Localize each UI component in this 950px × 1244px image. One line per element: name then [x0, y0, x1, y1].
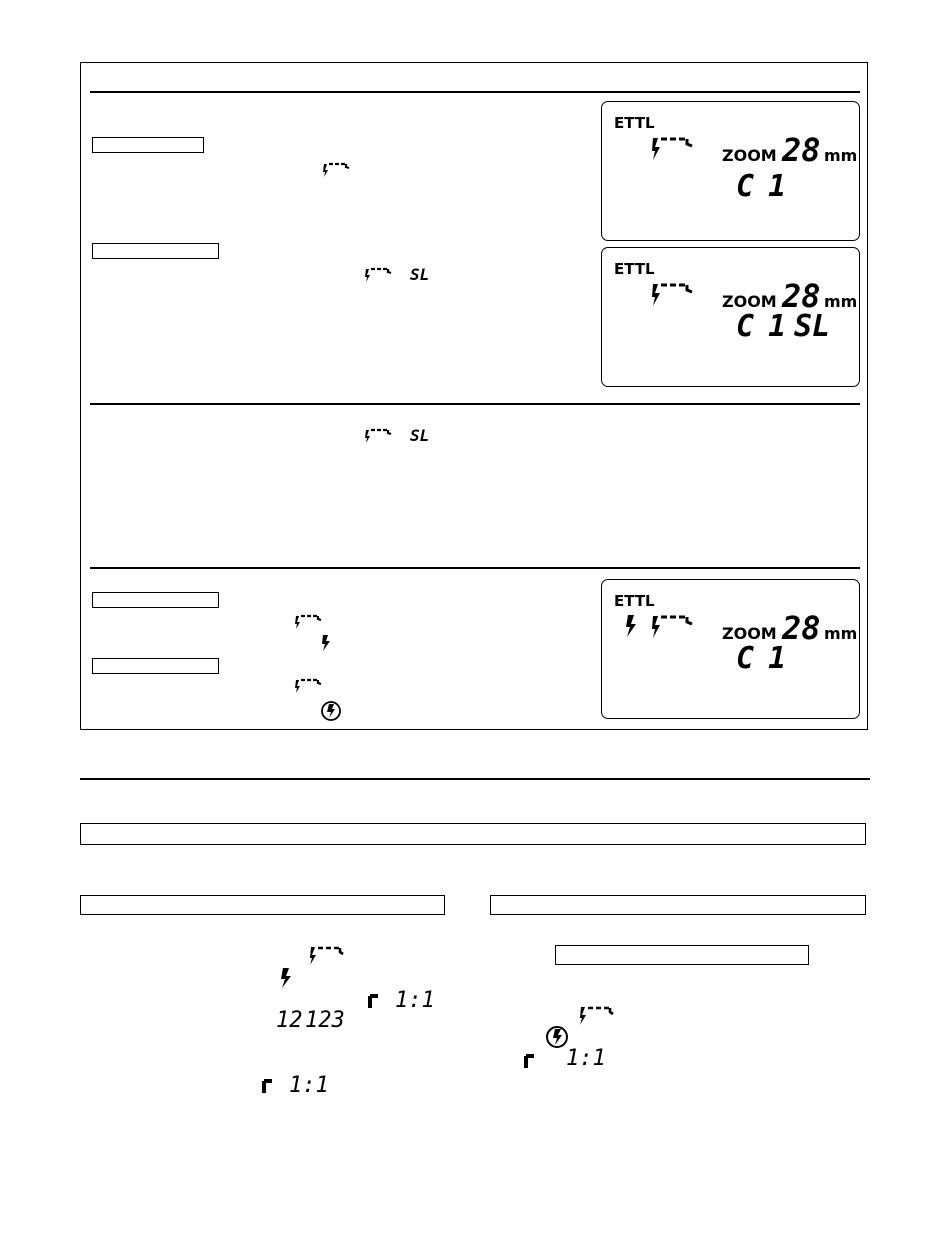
wireless-flash-icon: [364, 428, 394, 444]
slave-abbrev-text: SL: [410, 426, 430, 445]
label-box: [92, 137, 204, 153]
lcd-channel: C 1: [736, 309, 785, 344]
wireless-flash-icon: [650, 614, 694, 640]
label-box: [555, 945, 809, 965]
ratio-text: 1:1: [395, 988, 435, 1013]
lcd-mode-text: ETTL: [614, 114, 655, 132]
wireless-flash-icon: [322, 162, 352, 178]
flash-bolt-icon: [320, 634, 332, 652]
lcd-zoom-unit: mm: [824, 292, 858, 311]
lcd-zoom-value: 28: [782, 609, 821, 647]
slave-abbrev-text: SL: [410, 265, 430, 284]
flash-bolt-icon: [279, 967, 293, 989]
ratio-mark-icon: [262, 1078, 274, 1094]
lcd-zoom-value: 28: [782, 277, 821, 315]
flash-off-icon: [320, 700, 342, 722]
section-divider-3: [90, 567, 860, 569]
heading-box: [80, 823, 866, 845]
wireless-flash-icon: [294, 678, 324, 694]
section-divider-2: [90, 403, 860, 405]
lcd-screen: [601, 101, 860, 241]
lcd-zoom-unit: mm: [824, 146, 858, 165]
lcd-mode-text: ETTL: [614, 260, 655, 278]
wireless-flash-icon: [294, 614, 324, 630]
lcd-screen: [601, 247, 860, 387]
ratio-text: 1:1: [566, 1046, 606, 1071]
wireless-flash-icon: [308, 945, 344, 967]
wireless-flash-icon: [578, 1005, 614, 1027]
ratio-mark-icon: [368, 993, 380, 1009]
heading-box-right: [490, 895, 866, 915]
lcd-zoom-value: 28: [782, 131, 821, 169]
ratio-text: 1:1: [289, 1073, 329, 1098]
label-box: [92, 658, 219, 674]
lcd-zoom-unit: mm: [824, 624, 858, 643]
wireless-flash-icon: [650, 136, 694, 162]
label-box: [92, 243, 219, 259]
lcd-mode-text: ETTL: [614, 592, 655, 610]
flash-bolt-icon: [624, 614, 638, 638]
ratio-mark-icon: [524, 1053, 536, 1069]
wireless-flash-icon: [650, 282, 694, 308]
lcd-zoom-label: ZOOM: [722, 146, 777, 165]
section-divider-1: [90, 91, 860, 93]
page-divider: [80, 778, 870, 780]
lcd-screen: [601, 579, 860, 719]
lcd-channel: C 1: [736, 169, 785, 204]
label-box: [92, 592, 219, 608]
group-a-text: 12: [276, 1008, 303, 1033]
lcd-channel: C 1: [736, 641, 785, 676]
lcd-slave-mark: SL: [794, 309, 831, 344]
lcd-zoom-label: ZOOM: [722, 292, 777, 311]
group-b-text: 123: [305, 1008, 345, 1033]
lcd-zoom-label: ZOOM: [722, 624, 777, 643]
heading-box-left: [80, 895, 445, 915]
wireless-flash-icon: [364, 267, 394, 283]
